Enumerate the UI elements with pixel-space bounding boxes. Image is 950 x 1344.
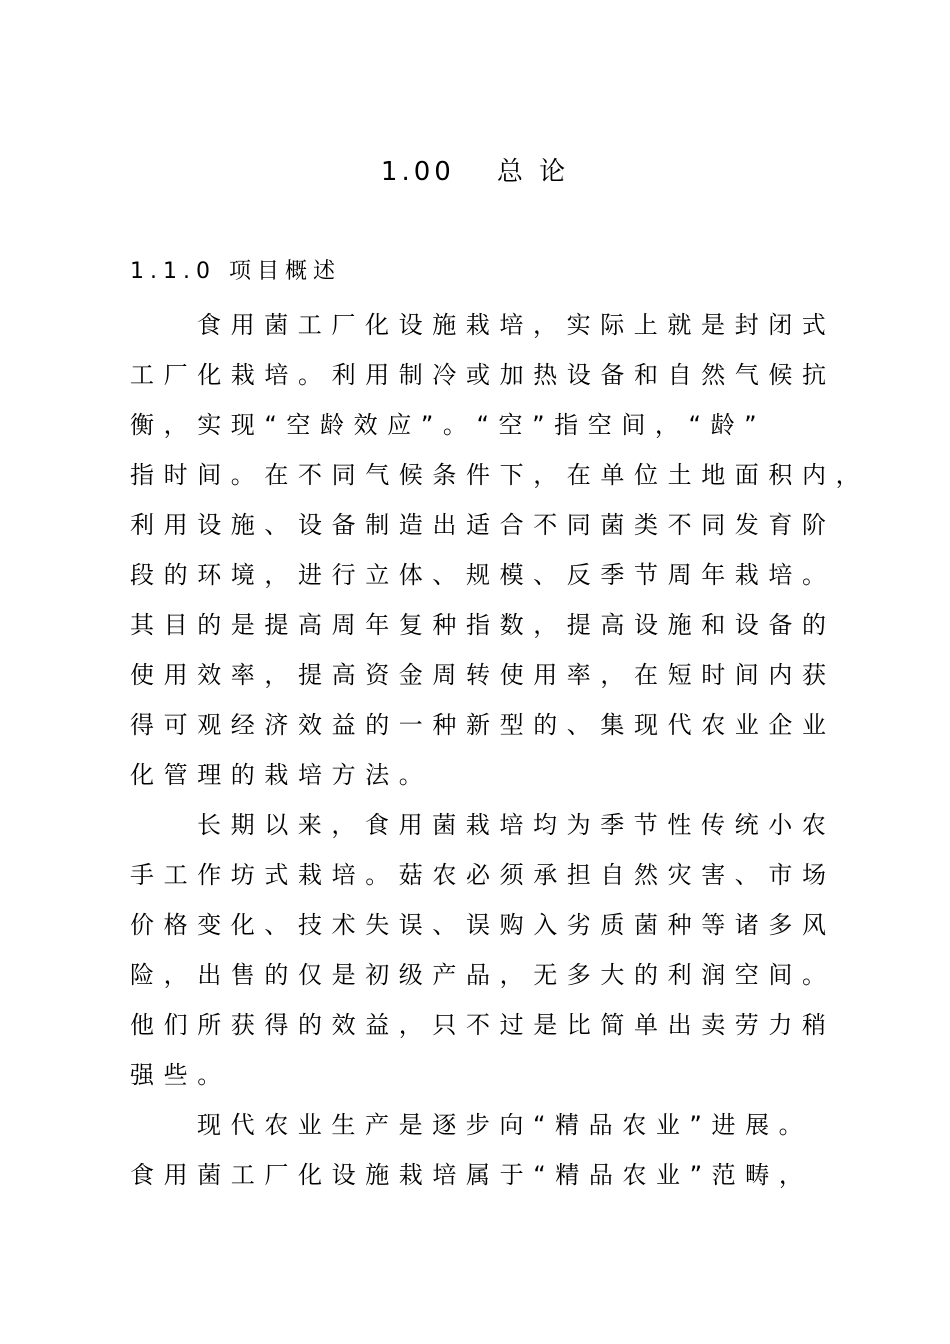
text-line: 食用菌工厂化设施栽培属于“精品农业”范畴， — [130, 1161, 813, 1189]
chapter-number: 1.00 — [380, 157, 455, 187]
text-line: 衡，实现“空龄效应”。“空”指空间，“龄” — [130, 411, 767, 439]
text-line: 现代农业生产是逐步向“精品农业”进展。 — [197, 1111, 813, 1139]
text-line: 指时间。在不同气候条件下，在单位土地面积内， — [130, 461, 870, 489]
text-line: 险，出售的仅是初级产品，无多大的利润空间。 — [130, 961, 836, 989]
text-line: 利用设施、设备制造出适合不同菌类不同发育阶 — [130, 511, 836, 539]
text-line: 手工作坊式栽培。菇农必须承担自然灾害、市场 — [130, 861, 836, 889]
text-line: 强些。 — [130, 1061, 231, 1089]
text-line: 他们所获得的效益，只不过是比简单出卖劳力稍 — [130, 1011, 836, 1039]
chapter-title — [0, 152, 950, 192]
text-line: 段的环境，进行立体、规模、反季节周年栽培。 — [130, 561, 836, 589]
section-heading: 1.1.0 项目概述 — [130, 259, 341, 284]
text-line: 其目的是提高周年复种指数，提高设施和设备的 — [130, 611, 836, 639]
text-line: 食用菌工厂化设施栽培，实际上就是封闭式 — [197, 311, 836, 339]
text-line: 使用效率，提高资金周转使用率，在短时间内获 — [130, 661, 836, 689]
chapter-title-text: 总 论 — [496, 157, 570, 187]
text-line: 长期以来，食用菌栽培均为季节性传统小农 — [197, 811, 836, 839]
text-line: 价格变化、技术失误、误购入劣质菌种等诸多风 — [130, 911, 836, 939]
text-line: 得可观经济效益的一种新型的、集现代农业企业 — [130, 711, 836, 739]
text-line: 工厂化栽培。利用制冷或加热设备和自然气候抗 — [130, 361, 836, 389]
text-line: 化管理的栽培方法。 — [130, 761, 433, 789]
body-text — [130, 300, 870, 1200]
